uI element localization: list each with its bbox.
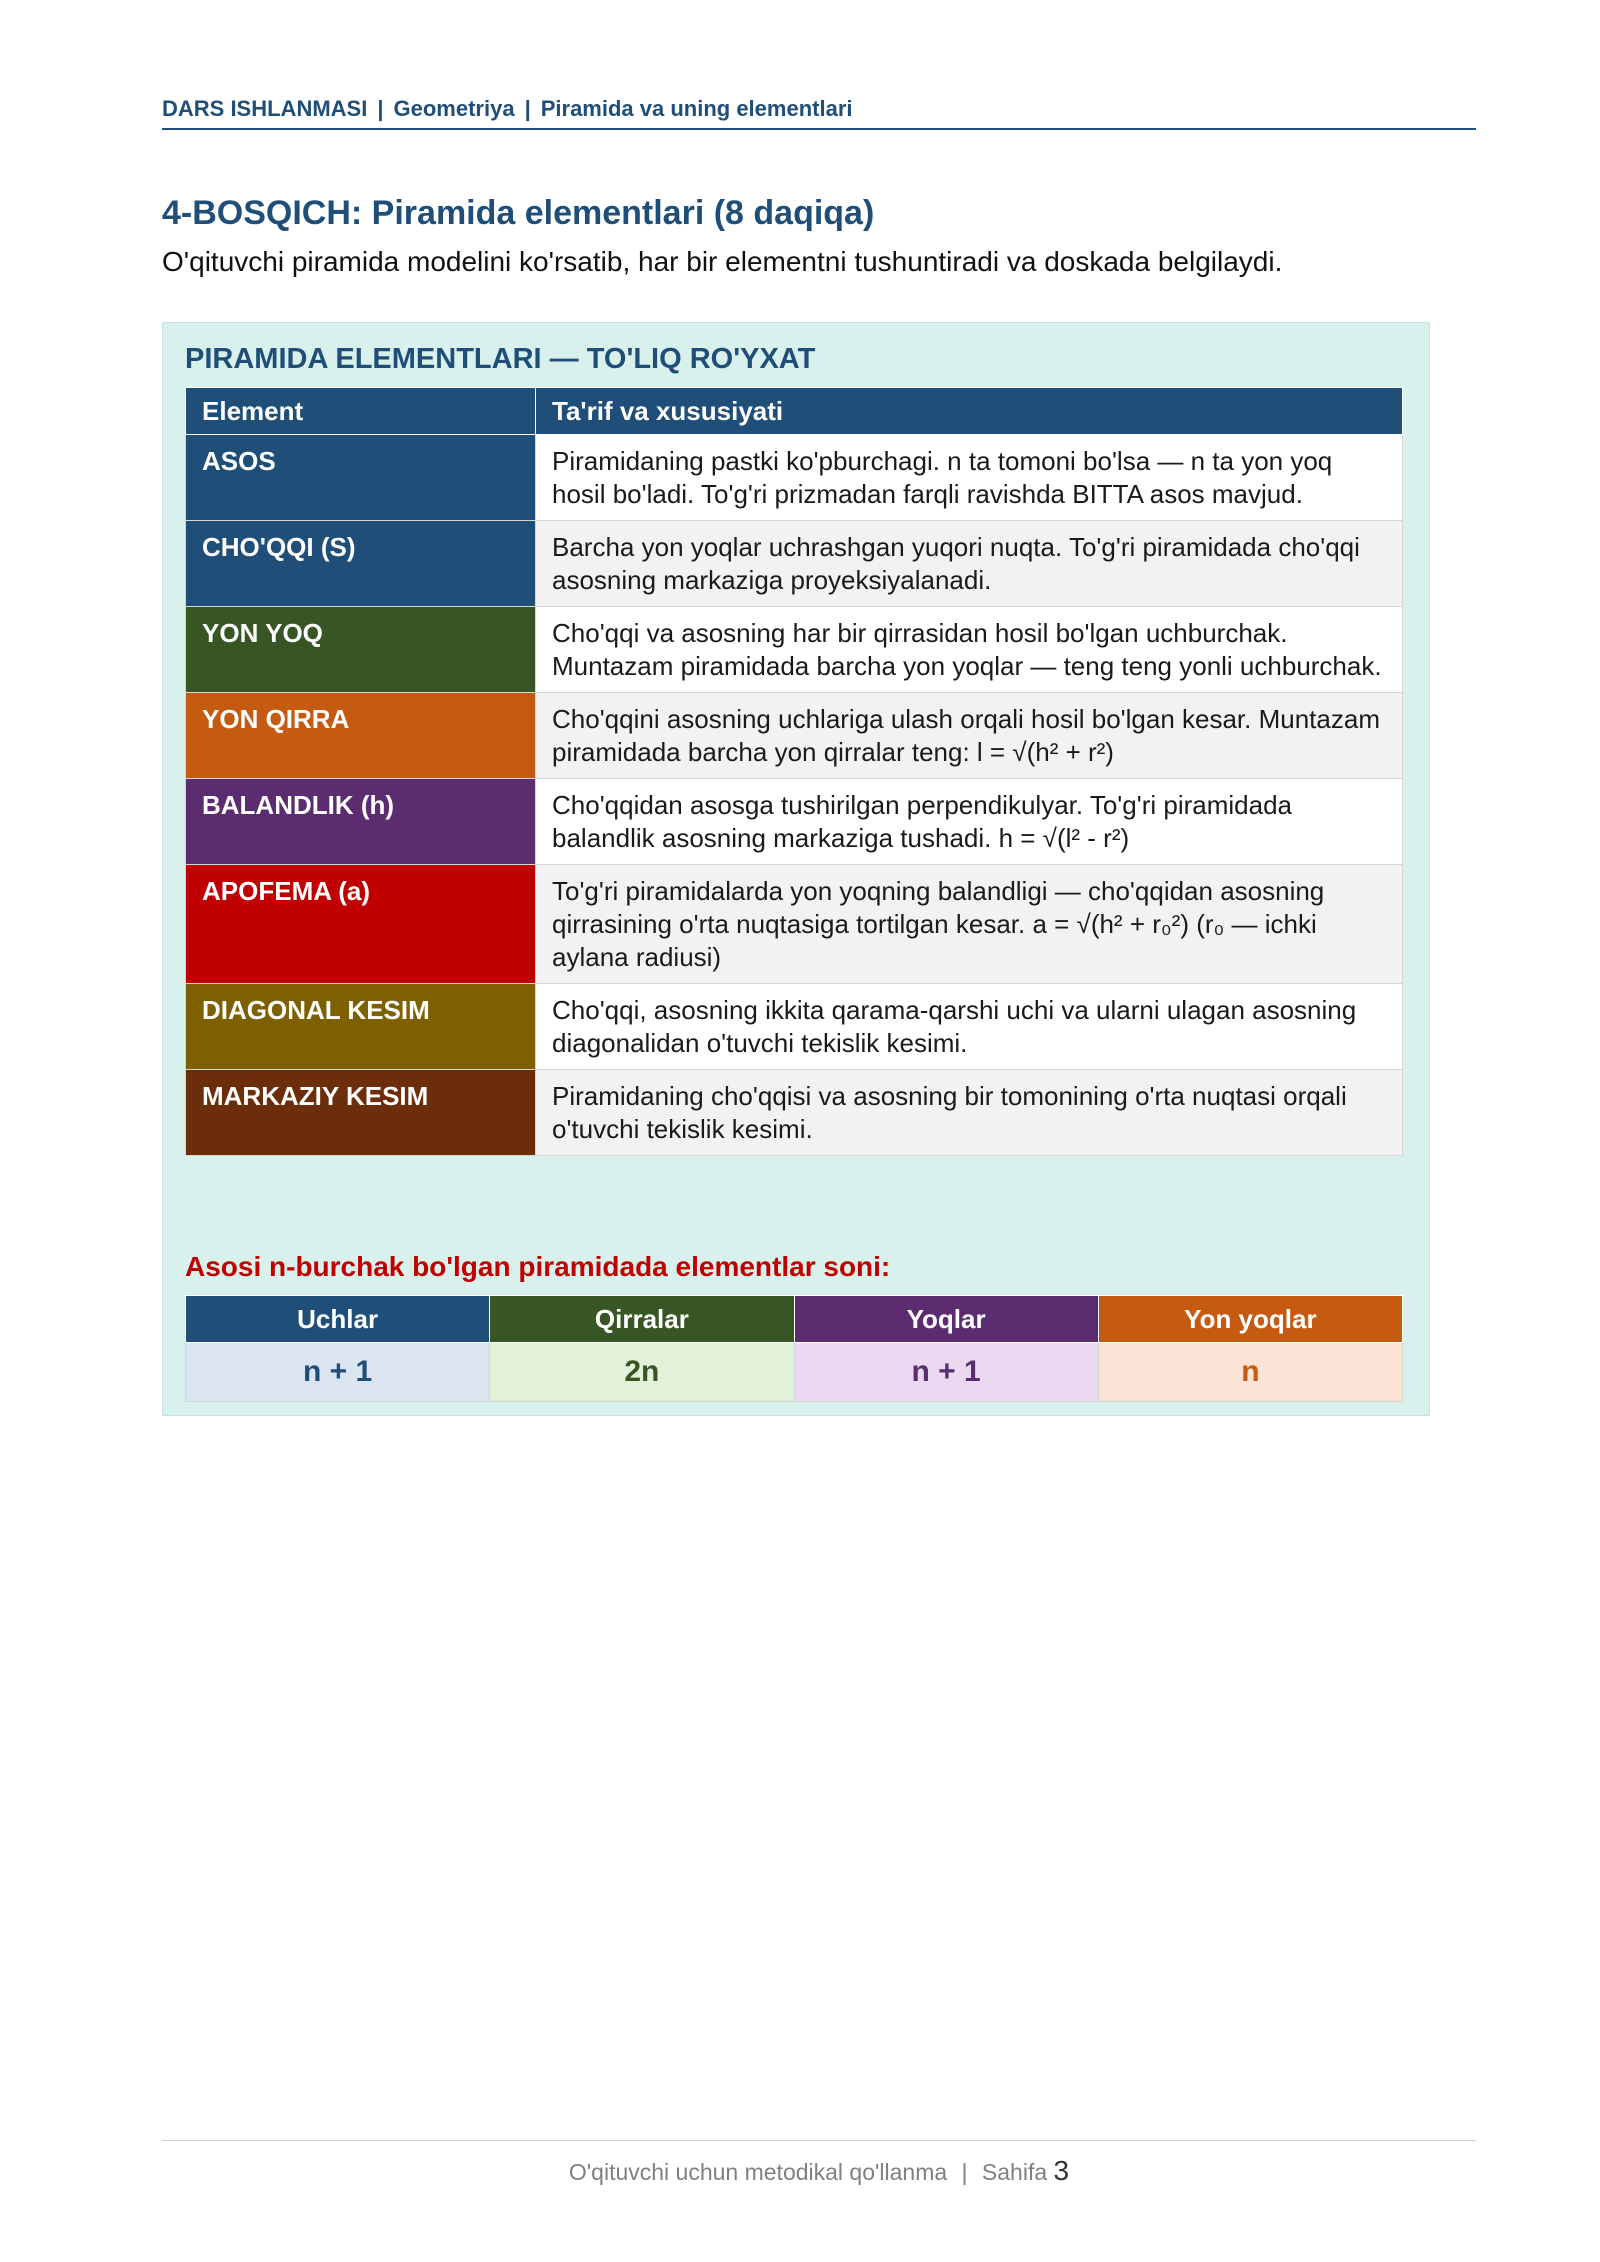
footer-separator: | bbox=[961, 2159, 968, 2185]
counts-value-cell: n bbox=[1098, 1343, 1402, 1402]
counts-header-cell: Yon yoqlar bbox=[1098, 1296, 1402, 1343]
element-name-cell: YON QIRRA bbox=[186, 693, 536, 779]
element-description-cell: Cho'qqi va asosning har bir qirrasidan hosil bo'lgan uchburchak. Muntazam piramidada barcha yon yoqlar — teng teng yonli uchburchak. bbox=[536, 607, 1403, 693]
table-row bbox=[186, 984, 1403, 1070]
header-separator: | bbox=[377, 96, 384, 121]
element-description-cell: Cho'qqi, asosning ikkita qarama-qarshi uchi va ularni ulagan asosning diagonalidan o'tuvchi tekislik kesimi. bbox=[536, 984, 1403, 1070]
counts-header-cell: Yoqlar bbox=[794, 1296, 1098, 1343]
element-name-cell: YON YOQ bbox=[186, 607, 536, 693]
stage-description: O'qituvchi piramida modelini ko'rsatib, har bir elementni tushuntiradi va doskada belgilaydi. bbox=[162, 246, 1283, 277]
counts-value-cell: n + 1 bbox=[186, 1343, 490, 1402]
table-row bbox=[186, 521, 1403, 607]
footer-page-label: Sahifa bbox=[981, 2159, 1048, 2185]
table-row bbox=[186, 693, 1403, 779]
footer-text: O'qituvchi uchun metodikal qo'llanma bbox=[568, 2159, 948, 2185]
counts-value-cell: 2n bbox=[490, 1343, 794, 1402]
counts-header-cell: Qirralar bbox=[490, 1296, 794, 1343]
element-description-cell: Piramidaning cho'qqisi va asosning bir tomonining o'rta nuqtasi orqali o'tuvchi tekislik kesimi. bbox=[536, 1070, 1403, 1156]
elements-table-body bbox=[186, 435, 1403, 1156]
column-header-description: Ta'rif va xususiyati bbox=[536, 388, 1403, 435]
element-name-cell: DIAGONAL KESIM bbox=[186, 984, 536, 1070]
elements-panel bbox=[162, 322, 1430, 1416]
header-subject: Geometriya bbox=[393, 96, 515, 121]
element-description-cell: Cho'qqini asosning uchlariga ulash orqali hosil bo'lgan kesar. Muntazam piramidada barcha yon qirralar teng: l = √(h² + r²) bbox=[536, 693, 1403, 779]
page-footer bbox=[162, 2140, 1476, 2187]
table-row bbox=[186, 435, 1403, 521]
counts-value-row bbox=[186, 1343, 1403, 1402]
elements-table bbox=[185, 387, 1403, 1156]
panel-title: PIRAMIDA ELEMENTLARI — TO'LIQ RO'YXAT bbox=[185, 343, 816, 375]
element-name-cell: MARKAZIY KESIM bbox=[186, 1070, 536, 1156]
element-name-cell: APOFEMA (a) bbox=[186, 865, 536, 984]
table-header-row bbox=[186, 388, 1403, 435]
stage-title: 4-BOSQICH: Piramida elementlari (8 daqiqa) bbox=[162, 194, 875, 232]
element-description-cell: Piramidaning pastki ko'pburchagi. n ta tomoni bo'lsa — n ta yon yoq hosil bo'ladi. To'g'ri prizmadan farqli ravishda BITTA asos mavjud. bbox=[536, 435, 1403, 521]
element-name-cell: BALANDLIK (h) bbox=[186, 779, 536, 865]
table-row bbox=[186, 779, 1403, 865]
element-description-cell: Cho'qqidan asosga tushirilgan perpendikulyar. To'g'ri piramidada balandlik asosning markaziga tushadi. h = √(l² - r²) bbox=[536, 779, 1403, 865]
header-separator: | bbox=[524, 96, 531, 121]
counts-header-row bbox=[186, 1296, 1403, 1343]
table-row bbox=[186, 1070, 1403, 1156]
element-description-cell: To'g'ri piramidalarda yon yoqning balandligi — cho'qqidan asosning qirrasining o'rta nuqtasiga tortilgan kesar. a = √(h² + r₀²) (r₀ — ichki aylana radiusi) bbox=[536, 865, 1403, 984]
table-row bbox=[186, 865, 1403, 984]
counts-table bbox=[185, 1295, 1403, 1402]
page-header bbox=[162, 96, 1476, 130]
header-doc-type: DARS ISHLANMASI bbox=[162, 96, 368, 121]
counts-header-cell: Uchlar bbox=[186, 1296, 490, 1343]
header-topic: Piramida va uning elementlari bbox=[540, 96, 853, 121]
table-row bbox=[186, 607, 1403, 693]
column-header-element: Element bbox=[186, 388, 536, 435]
element-name-cell: CHO'QQI (S) bbox=[186, 521, 536, 607]
element-description-cell: Barcha yon yoqlar uchrashgan yuqori nuqta. To'g'ri piramidada cho'qqi asosning markaziga proyeksiyalanadi. bbox=[536, 521, 1403, 607]
element-name-cell: ASOS bbox=[186, 435, 536, 521]
footer-page-number: 3 bbox=[1053, 2155, 1070, 2186]
counts-title: Asosi n-burchak bo'lgan piramidada elementlar soni: bbox=[185, 1251, 891, 1282]
counts-value-cell: n + 1 bbox=[794, 1343, 1098, 1402]
